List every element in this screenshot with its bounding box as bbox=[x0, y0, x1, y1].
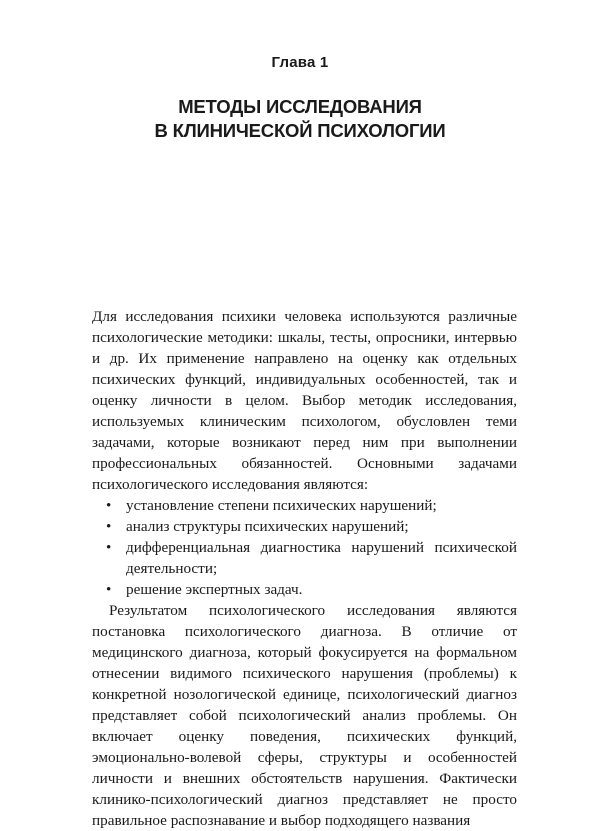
bullet-icon: • bbox=[106, 539, 112, 556]
list-item-text: анализ структуры психических нарушений; bbox=[126, 518, 409, 535]
list-item bbox=[92, 579, 517, 600]
body-text bbox=[92, 306, 517, 831]
intro-paragraph: Для исследования психики человека используются различные психологические методики: шкалы, тесты, опросники, интервью и др. Их применение направлено на оценку как отдельных психических функций, индивидуальных особенностей, так и оценку личности в целом. Выбор методик исследования, используемых клиническим психологом, обусловлен теми задачами, которые возникают перед ним при выполнении профессиональных обязанностей. Основными задачами психологического исследования являются: bbox=[92, 308, 517, 493]
chapter-title bbox=[0, 95, 600, 143]
chapter-title-line-1: МЕТОДЫ ИССЛЕДОВАНИЯ bbox=[178, 96, 422, 117]
bullet-icon: • bbox=[106, 497, 112, 514]
chapter-title-line-2: В КЛИНИЧЕСКОЙ ПСИХОЛОГИИ bbox=[154, 120, 446, 141]
bullet-icon: • bbox=[106, 518, 112, 535]
chapter-label: Глава 1 bbox=[271, 54, 329, 71]
list-item bbox=[92, 537, 517, 579]
list-item-text: дифференциальная диагностика нарушений психической деятельности; bbox=[126, 539, 517, 577]
list-item-text: установление степени психических нарушений; bbox=[126, 497, 437, 514]
list-item-text: решение экспертных задач. bbox=[126, 581, 303, 598]
list-item bbox=[92, 495, 517, 516]
diagnosis-paragraph: Результатом психологического исследования являются постановка психологического диагноза. В отличие от медицинского диагноза, который фокусируется на формальном отнесении видимого психического нарушения (проблемы) к конкретной нозологической единице, психологический диагноз представляет собой психологический анализ проблемы. Он включает оценку поведения, психических функций, эмоционально-волевой сферы, структуры и особенностей личности и внешних обстоятельств нарушения. Фактически клинико-психологический диагноз представляет не просто правильное распознавание и выбор подходящего названия bbox=[92, 602, 517, 829]
list-item bbox=[92, 516, 517, 537]
bullet-icon: • bbox=[106, 581, 112, 598]
tasks-list bbox=[92, 495, 517, 600]
